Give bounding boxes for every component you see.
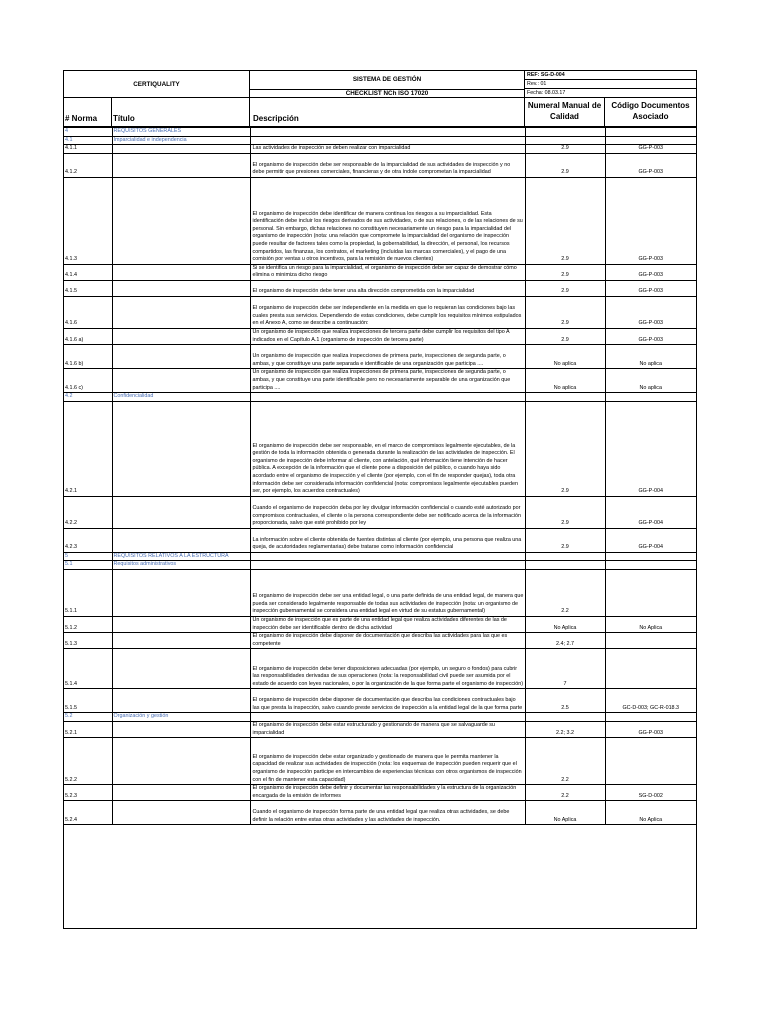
norma-cell: 4.2.2 <box>64 496 112 528</box>
manual-cell: 2.9 <box>525 496 605 528</box>
codigo-cell: GG-P-004 <box>605 496 696 528</box>
descripcion-cell: Un organismo de inspección que realiza inspecciones de primera parte, inspecciones de segunda parte, o ambas, y que constituye una parte separada e identificable de una organización que participa .... <box>250 345 525 369</box>
norma-cell: 5.2.4 <box>64 801 112 825</box>
document-header <box>64 71 696 98</box>
norma-cell: 5.1.2 <box>64 616 112 632</box>
descripcion-cell <box>250 136 525 145</box>
titulo-cell <box>112 801 250 825</box>
section-row <box>64 393 696 402</box>
descripcion-cell: El organismo de inspección debe identificar de manera continua los riesgos a su imparcialidad. Esta identificación debe incluir los riesgos derivados de sus actividades, o de sus relaciones, o de las relaciones de su personal. Sin embargo, dichas relaciones no constituyen necesariamente un riesgo para la imparcialidad del organismo de inspección (nota: una relación que compromete la imparcialidad del organismo de inspección puede resultar de factores tales como la propiedad, la gobernabilidad, la dirección, el personal, los recursos compartidos, las finanzas, los contratos, el marketing (incluidas las marcas comerciales), y el pago de una comisión por ventas u otros incentivos, para la remisión de nuevos clientes) <box>250 177 525 264</box>
descripcion-cell: Un organismo de inspección que realiza inspecciones de tercera parte debe cumplir los requisitos del tipo A indicados en el Capítulo A.1 (organismo de inspección de tercera parte) <box>250 328 525 344</box>
norma-cell: 5.2.3 <box>64 785 112 801</box>
norma-cell: 4.1.6 a) <box>64 328 112 344</box>
titulo-cell <box>112 280 250 296</box>
descripcion-cell: El organismo de inspección debe tener disposiciones adecuadas (por ejemplo, un seguro o fondos) para cubrir las responsabilidades derivadas de sus operaciones (nota: la responsabilidad civil puede ser asumida por el estado de acuerdo con leyes nacionales, o por la organización de la que forma parte el organismo de inspección) <box>250 649 525 689</box>
codigo-cell <box>605 561 696 570</box>
titulo-cell <box>112 177 250 264</box>
codigo-cell <box>605 633 696 649</box>
table-row <box>64 801 696 825</box>
manual-cell <box>525 561 605 570</box>
descripcion-cell: El organismo de inspección debe definir y documentar las responsabilidades y la estructura de la organización encargada de la emisión de informes <box>250 785 525 801</box>
titulo-cell <box>112 296 250 328</box>
norma-cell: 5.2.2 <box>64 738 112 785</box>
norma-cell: 5.1 <box>64 561 112 570</box>
codigo-cell <box>605 128 696 137</box>
table-row <box>64 177 696 264</box>
titulo-cell <box>112 633 250 649</box>
codigo-cell <box>605 738 696 785</box>
manual-cell: No Aplica <box>525 801 605 825</box>
manual-cell: 2.9 <box>525 528 605 552</box>
manual-cell: 2.2 <box>525 569 605 616</box>
titulo-cell <box>112 785 250 801</box>
titulo-cell <box>112 153 250 177</box>
codigo-cell: GG-P-003 <box>605 145 696 154</box>
table-row <box>64 689 696 713</box>
codigo-cell: GG-P-003 <box>605 328 696 344</box>
titulo-cell <box>112 369 250 393</box>
norma-cell: 4.1.2 <box>64 153 112 177</box>
codigo-cell: No aplica <box>605 345 696 369</box>
descripcion-cell: El organismo de inspección debe ser independiente en la medida en que lo requieran las condiciones bajo las cuales presta sus servicios. Dependiendo de estas condiciones, debe cumplir los requisitos mínimos estipulados en el Anexo A, como se describe a continuación: <box>250 296 525 328</box>
norma-cell: 4.2.3 <box>64 528 112 552</box>
codigo-cell: No Aplica <box>605 616 696 632</box>
manual-cell: 2.2 <box>525 738 605 785</box>
codigo-cell: GG-P-003 <box>605 153 696 177</box>
table-row <box>64 569 696 616</box>
table-row <box>64 721 696 737</box>
codigo-cell: SG-D-002 <box>605 785 696 801</box>
norma-cell: 4.2.1 <box>64 401 112 496</box>
manual-cell <box>525 128 605 137</box>
norma-cell: 4.1.1 <box>64 145 112 154</box>
manual-cell <box>525 713 605 722</box>
titulo-cell: Confidencialidad <box>112 393 250 402</box>
titulo-cell: Organización y gestión <box>112 713 250 722</box>
column-headers <box>64 98 696 127</box>
table-row <box>64 785 696 801</box>
codigo-cell: GG-P-003 <box>605 721 696 737</box>
titulo-cell <box>112 328 250 344</box>
codigo-cell: GG-P-004 <box>605 528 696 552</box>
table-row <box>64 496 696 528</box>
manual-cell: No aplica <box>525 369 605 393</box>
titulo-cell <box>112 616 250 632</box>
norma-cell: 5.1.3 <box>64 633 112 649</box>
descripcion-cell: El organismo de inspección debe estar organizado y gestionado de manera que le permita mantener la capacidad de realizar sus actividades de inspección (nota: los esquemas de inspección pueden requerir que el organismo de inspección participe en intercambios de experiencias técnicas con otros organismos de inspección con el fin de mantener esta capacidad) <box>250 738 525 785</box>
norma-cell: 4.1.3 <box>64 177 112 264</box>
manual-cell: 2.9 <box>525 153 605 177</box>
header-descripcion: Descripción <box>250 98 525 126</box>
norma-cell: 4.1.6 b) <box>64 345 112 369</box>
manual-cell: 2.9 <box>525 280 605 296</box>
section-row <box>64 561 696 570</box>
company-name: CERTIQUALITY <box>64 71 250 98</box>
norma-cell: 4.1.5 <box>64 280 112 296</box>
descripcion-cell: El organismo de inspección debe tener una alta dirección comprometida con la imparcialidad <box>250 280 525 296</box>
revision: Rev.: 01 <box>525 80 696 89</box>
norma-cell: 4.1 <box>64 136 112 145</box>
manual-cell: 2.9 <box>525 177 605 264</box>
titulo-cell <box>112 649 250 689</box>
reference-code: REF: SG-D-004 <box>525 71 696 80</box>
manual-cell: 7 <box>525 649 605 689</box>
norma-cell: 5.1.1 <box>64 569 112 616</box>
codigo-cell: GG-P-003 <box>605 264 696 280</box>
checklist-sheet <box>63 70 697 929</box>
norma-cell: 4.1.4 <box>64 264 112 280</box>
header-codigo: Código Documentos Asociado <box>611 101 690 121</box>
norma-cell: 5 <box>64 552 112 561</box>
codigo-cell: GG-P-003 <box>605 177 696 264</box>
norma-cell: 4 <box>64 128 112 137</box>
codigo-cell <box>605 649 696 689</box>
manual-cell <box>525 136 605 145</box>
manual-cell: 2.2; 3.2 <box>525 721 605 737</box>
norma-cell: 5.2 <box>64 713 112 722</box>
table-row <box>64 649 696 689</box>
manual-cell <box>525 393 605 402</box>
titulo-cell <box>112 496 250 528</box>
table-row <box>64 328 696 344</box>
descripcion-cell <box>250 713 525 722</box>
header-manual: Numeral Manual de Calidad <box>525 98 605 126</box>
titulo-cell <box>112 345 250 369</box>
manual-cell: No aplica <box>525 345 605 369</box>
header-norma: # Norma <box>64 98 112 126</box>
norma-cell: 4.1.6 <box>64 296 112 328</box>
section-row <box>64 552 696 561</box>
norma-cell: 4.1.6 c) <box>64 369 112 393</box>
table-row <box>64 280 696 296</box>
titulo-cell <box>112 401 250 496</box>
codigo-cell: GC-D-003; GC-R-018.3 <box>605 689 696 713</box>
titulo-cell <box>112 569 250 616</box>
header-titulo: Título <box>112 98 250 126</box>
table-row <box>64 145 696 154</box>
manual-cell: 2.9 <box>525 296 605 328</box>
descripcion-cell: Las actividades de inspección se deben realizar con imparcialidad <box>250 145 525 154</box>
codigo-cell: No Aplica <box>605 801 696 825</box>
descripcion-cell: El organismo de inspección debe disponer de documentación que describa las condiciones contractuales bajo las que presta la inspección, salvo cuando preste servicios de inspección a la entidad legal de la que forma parte <box>250 689 525 713</box>
titulo-cell <box>112 721 250 737</box>
descripcion-cell: El organismo de inspección debe ser responsable, en el marco de compromisos legalmente ejecutables, de la gestión de toda la información obtenida o generada durante la realización de las actividades de inspección. El organismo de inspección debe informar al cliente, con antelación, qué información tiene intención de hacer pública. A excepción de la información que el cliente pone a disposición del público, o cuando haya sido acordado entre el organismo de inspección y el cliente (por ejemplo, con el fin de responder quejas), toda otra información debe ser considerada información confidencial (nota: compromisos legalmente ejecutables pueden ser, por ejemplo, los acuerdos contractuales) <box>250 401 525 496</box>
codigo-cell <box>605 136 696 145</box>
manual-cell: 2.2 <box>525 785 605 801</box>
manual-cell: No Aplica <box>525 616 605 632</box>
codigo-cell: GG-P-004 <box>605 401 696 496</box>
norma-cell: 5.2.1 <box>64 721 112 737</box>
titulo-cell <box>112 689 250 713</box>
descripcion-cell <box>250 561 525 570</box>
codigo-cell <box>605 569 696 616</box>
codigo-cell <box>605 552 696 561</box>
table-row <box>64 296 696 328</box>
date: Fecha: 08.03.17 <box>527 90 566 96</box>
manual-cell: 2.9 <box>525 328 605 344</box>
titulo-cell: REQUISITOS RELATIVOS A LA ESTRUCTURA <box>112 552 250 561</box>
norma-cell: 5.1.5 <box>64 689 112 713</box>
descripcion-cell <box>250 393 525 402</box>
titulo-cell: Requisitos administrativos <box>112 561 250 570</box>
titulo-cell <box>112 145 250 154</box>
titulo-cell: REQUISITOS GENERALES <box>112 128 250 137</box>
section-row <box>64 128 696 137</box>
table-row <box>64 401 696 496</box>
manual-cell: 2.4; 2.7 <box>525 633 605 649</box>
titulo-cell: Imparcialidad e independencia <box>112 136 250 145</box>
table-row <box>64 738 696 785</box>
descripcion-cell: Cuando el organismo de inspección forma parte de una entidad legal que realiza otras actividades, se debe definir la relación entre estas otras actividades y las actividades de inspección. <box>250 801 525 825</box>
table-row <box>64 264 696 280</box>
codigo-cell <box>605 393 696 402</box>
descripcion-cell: El organismo de inspección debe estar estructurado y gestionando de manera que se salvaguarde su imparcialidad <box>250 721 525 737</box>
descripcion-cell: Cuando el organismo de inspección deba por ley divulgar información confidencial o cuando esté autorizado por compromisos contractuales, el cliente o la persona correspondiente debe ser notificado acerca de la información proporcionada, salvo que esté prohibido por ley <box>250 496 525 528</box>
descripcion-cell <box>250 128 525 137</box>
table-row <box>64 369 696 393</box>
table-row <box>64 633 696 649</box>
descripcion-cell: El organismo de inspección debe ser responsable de la imparcialidad de sus actividades de inspección y no debe permitir que presiones comerciales, financieras y de otra índole comprometan la imparcialidad <box>250 153 525 177</box>
descripcion-cell: Un organismo de inspección que realiza inspecciones de primera parte, inspecciones de segunda parte, o ambas, y que constituye una parte identificable pero no necesariamente separable de una organización que participa .... <box>250 369 525 393</box>
checklist-title: CHECKLIST NCh ISO 17020 <box>250 90 525 98</box>
manual-cell: 2.9 <box>525 145 605 154</box>
table-row <box>64 616 696 632</box>
section-row <box>64 136 696 145</box>
descripcion-cell: El organismo de inspección debe disponer de documentación que describa las actividades para las que es competente <box>250 633 525 649</box>
descripcion-cell: El organismo de inspección debe ser una entidad legal, o una parte definida de una entidad legal, de manera que pueda ser considerado legalmente responsable de todas sus actividades de inspección (nota: un organismo de inspección gubernamental se considera una entidad legal en virtud de su estatus gubernamental) <box>250 569 525 616</box>
system-title: SISTEMA DE GESTIÓN <box>250 71 525 90</box>
descripcion-cell: Si se identifica un riesgo para la imparcialidad, el organismo de inspección debe ser capaz de demostrar cómo elimina o minimiza dicho riesgo <box>250 264 525 280</box>
manual-cell: 2.9 <box>525 264 605 280</box>
norma-cell: 5.1.4 <box>64 649 112 689</box>
descripcion-cell: La información sobre el cliente obtenida de fuentes distintas al cliente (por ejemplo, una persona que realiza una queja, de acutoridades reglamentarias) debe tratarse como información confidencial <box>250 528 525 552</box>
codigo-cell: GG-P-003 <box>605 280 696 296</box>
table-row <box>64 528 696 552</box>
descripcion-cell <box>250 552 525 561</box>
titulo-cell <box>112 738 250 785</box>
descripcion-cell: Un organismo de inspección que es parte de una entidad legal que realiza actividades diferentes de las de inspección debe ser identificable dentro de dicha actividad <box>250 616 525 632</box>
codigo-cell: No aplica <box>605 369 696 393</box>
norma-cell: 4.2 <box>64 393 112 402</box>
codigo-cell <box>605 713 696 722</box>
manual-cell: 2.9 <box>525 401 605 496</box>
table-row <box>64 153 696 177</box>
titulo-cell <box>112 264 250 280</box>
table-row <box>64 345 696 369</box>
section-row <box>64 713 696 722</box>
codigo-cell: GG-P-003 <box>605 296 696 328</box>
manual-cell: 2.5 <box>525 689 605 713</box>
requirements-table <box>64 127 696 825</box>
titulo-cell <box>112 528 250 552</box>
manual-cell <box>525 552 605 561</box>
